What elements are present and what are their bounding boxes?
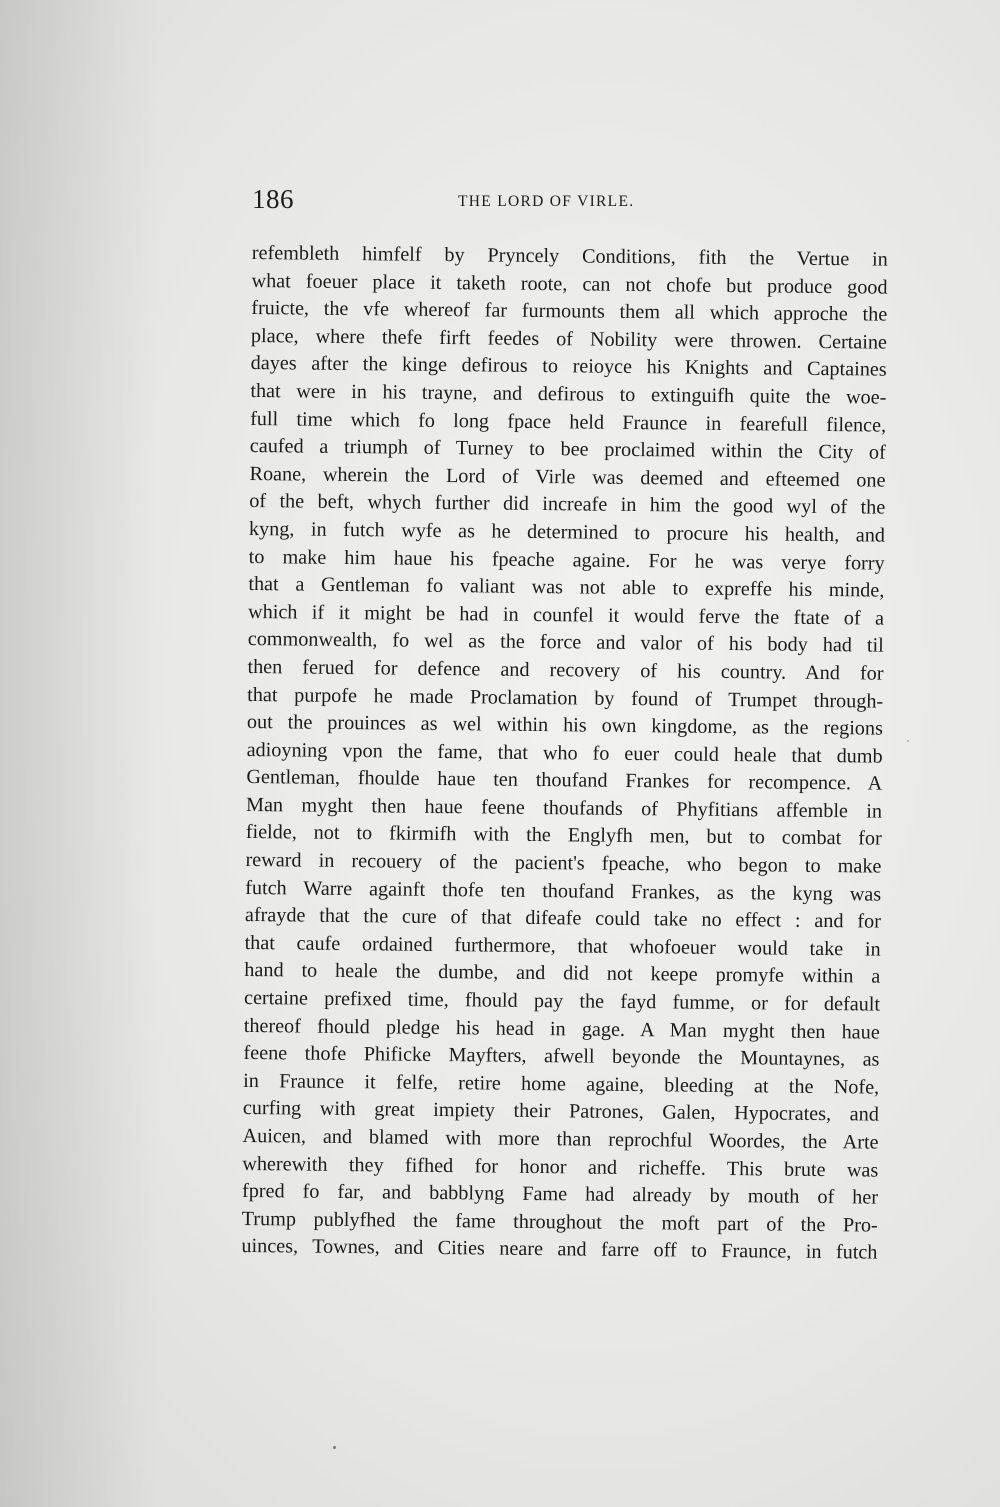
text-line: what foeuer place it taketh roote, can not chofe but produce good: [251, 269, 888, 299]
text-line: that caufe ordained furthermore, that whofoeuer would take in: [244, 931, 881, 961]
text-line: of the beft, whych further did increafe in him the good wyl of the: [249, 490, 886, 519]
text-line: afrayde that the cure of that difeafe could take no effect : and for: [244, 904, 882, 933]
text-line: to make him haue his fpeache againe. For he was verye forry: [248, 545, 885, 575]
text-line: full time which fo long fpace held Fraunce in fearefull filence,: [250, 407, 887, 437]
text-line: kyng, in futch wyfe as he determined to procure his health, and: [248, 517, 886, 547]
text-line: caufed a triumph of Turney to bee proclaimed within the City of: [249, 435, 886, 464]
text-line: adioyning vpon the fame, that who fo euer could heale that dumb: [246, 738, 883, 768]
text-line: commonwealth, fo wel as the force and valor of his body had til: [247, 628, 884, 657]
text-line: which if it might be had in counfel it would ferve the ftate of a: [247, 600, 885, 630]
text-line: place, where thefe firft feedes of Nobility were throwen. Certaine: [250, 324, 888, 354]
text-line: certaine prefixed time, fhould pay the fayd fumme, or for default: [243, 986, 881, 1016]
text-line: that were in his trayne, and defirous to extinguifh quite the woe-: [250, 379, 887, 409]
text-line: refembleth himfelf by Pryncely Conditions, fith the Vertue in: [251, 241, 888, 271]
page-number: 186: [252, 184, 294, 214]
text-line: uinces, Townes, and Cities neare and farre off to Fraunce, in futch: [241, 1235, 878, 1264]
text-line: fielde, not to fkirmifh with the Englyfh men, but to combat for: [245, 821, 882, 851]
body-text: [241, 240, 888, 1268]
text-line: Gentleman, fhoulde haue ten thoufand Frankes for recompence. A: [246, 766, 883, 795]
text-line: that purpofe he made Proclamation by found of Trumpet through-: [247, 683, 884, 713]
text-line: curfing with great impiety their Patrones, Galen, Hypocrates, and: [242, 1097, 879, 1127]
text-line: Auicen, and blamed with more than reprochful Woordes, the Arte: [242, 1124, 879, 1154]
text-line: feene thofe Phificke Mayfters, afwell beyonde the Mountaynes, as: [243, 1042, 880, 1071]
text-line: wherewith they fifhed for honor and richeffe. This brute was: [242, 1152, 879, 1182]
text-line: thereof fhould pledge his head in gage. A Man myght then haue: [243, 1014, 880, 1044]
text-line: fpred fo far, and babblyng Fame had already by mouth of her: [241, 1180, 879, 1209]
text-line: that a Gentleman fo valiant was not able to expreffe his minde,: [248, 573, 885, 602]
text-line: futch Warre againft thofe ten thoufand Frankes, as the kyng was: [245, 876, 882, 906]
paper-speck: [907, 740, 909, 742]
text-line: dayes after the kinge defirous to reioyce his Knights and Captaines: [250, 352, 887, 382]
text-line: then ferued for defence and recovery of his country. And for: [247, 655, 884, 685]
text-line: Trump publyfhed the fame throughout the moft part of the Pro-: [241, 1207, 878, 1237]
text-line: hand to heale the dumbe, and did not keepe promyfe within a: [244, 959, 881, 989]
running-title: THE LORD OF VIRLE.: [458, 193, 635, 210]
text-line: Roane, wherein the Lord of Virle was deemed and efteemed one: [249, 462, 886, 492]
text-line: out the prouinces as wel within his own kingdome, as the regions: [246, 711, 884, 740]
text-line: reward in recouery of the pacient's fpeache, who begon to make: [245, 849, 882, 878]
gutter-shadow: [0, 0, 160, 1507]
text-line: Man myght then haue feene thoufands of Phyfitians affemble in: [245, 793, 883, 823]
text-line: in Fraunce it felfe, retire home againe, bleeding at the Nofe,: [243, 1069, 880, 1099]
paper-speck: [333, 1446, 336, 1449]
text-line: fruicte, the vfe whereof far furmounts them all which approche the: [251, 297, 888, 326]
